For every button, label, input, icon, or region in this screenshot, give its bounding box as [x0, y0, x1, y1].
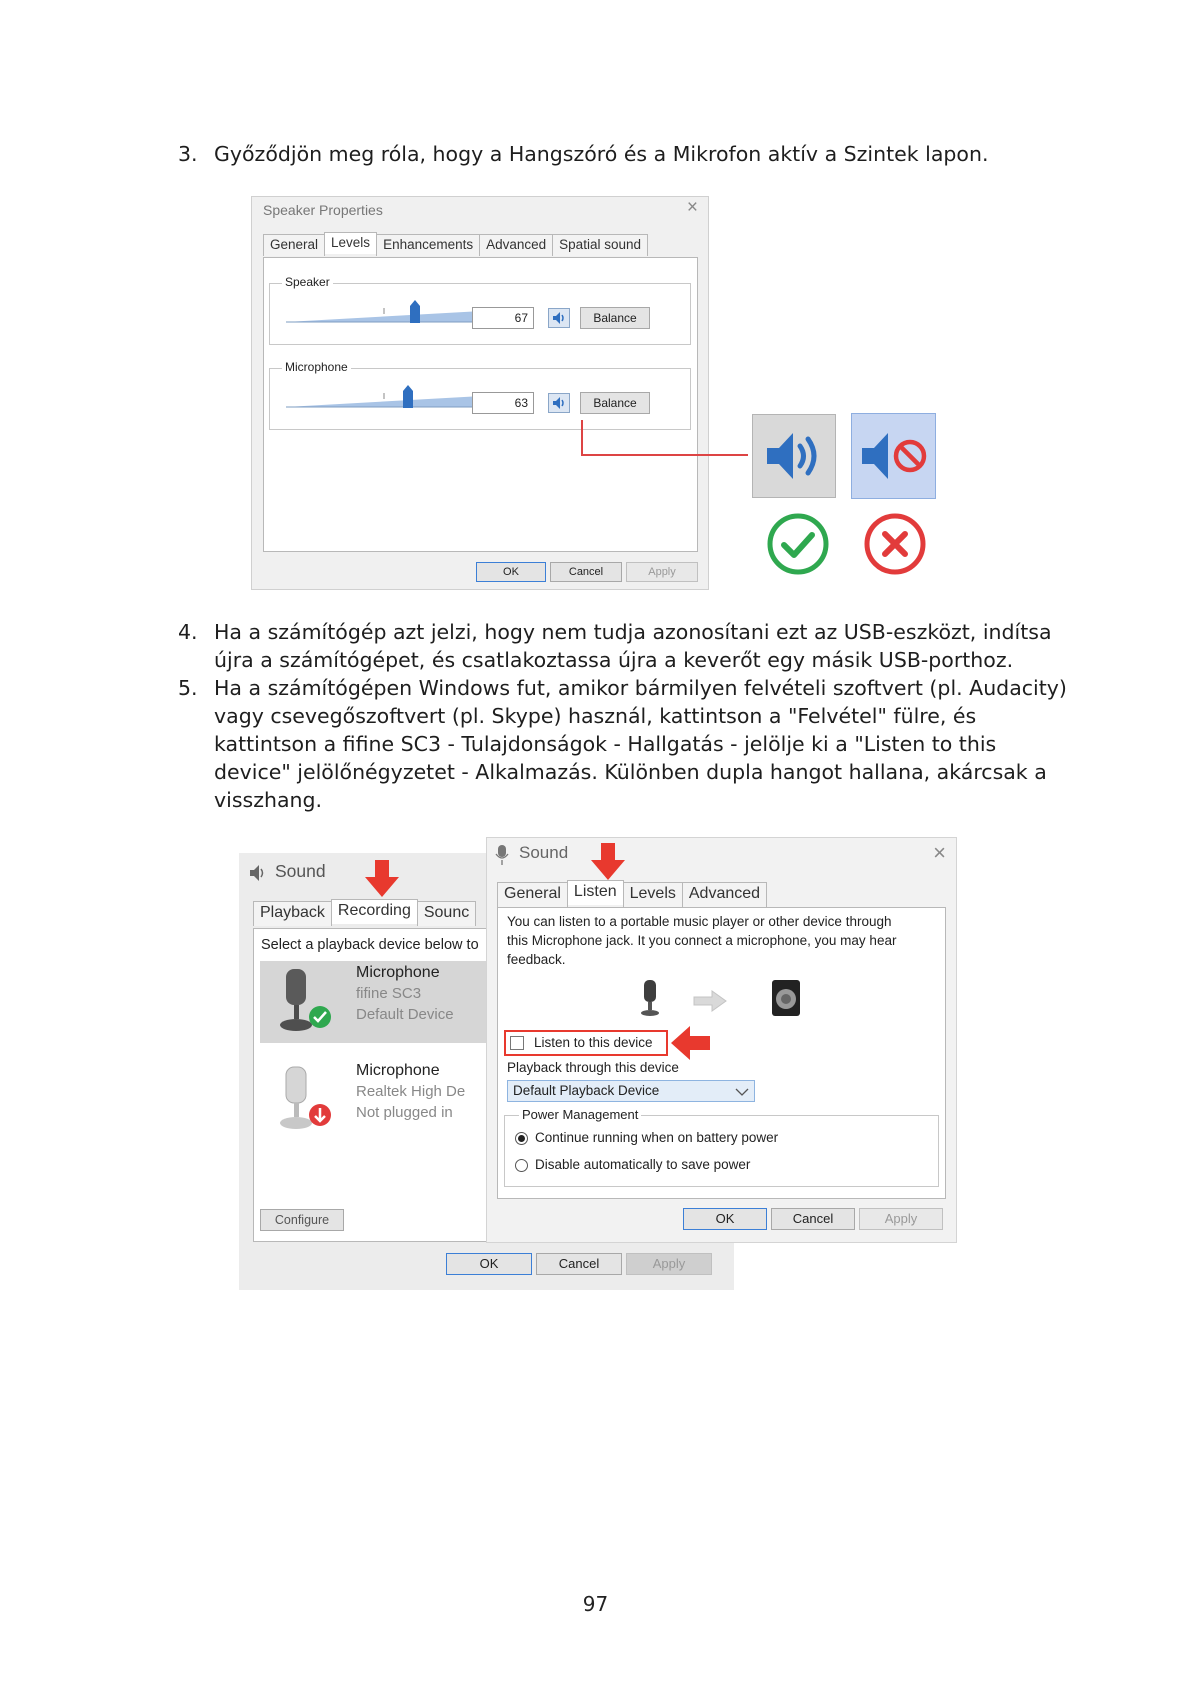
tab-sounds[interactable]: Sounc [417, 901, 476, 926]
step-line: újra a számítógépet, és csatlakoztassa újra a keverőt egy másik USB-porthoz. [214, 648, 1014, 672]
tab-levels[interactable]: Levels [324, 232, 377, 254]
speaker-group [269, 275, 691, 345]
microphone-label: Microphone [282, 360, 351, 374]
power-management-label: Power Management [519, 1107, 641, 1122]
playback-label: Playback through this device [507, 1060, 679, 1075]
device-name: Microphone [356, 1062, 440, 1079]
levels-panel [263, 257, 698, 552]
tab-enhancements[interactable]: Enhancements [376, 234, 480, 256]
speaker-mute-icon[interactable] [548, 308, 570, 328]
step-line: kattintson a fifine SC3 - Tulajdonságok - Hallgatás - jelölje ki a "Listen to this [214, 732, 997, 756]
tab-recording[interactable]: Recording [331, 899, 418, 924]
radio-dot [518, 1135, 525, 1142]
ok-button[interactable]: OK [446, 1253, 532, 1275]
microphone-icon [276, 1065, 336, 1133]
sound-dialog-front [486, 837, 957, 1243]
tab-bar [253, 901, 475, 926]
cancel-button[interactable]: Cancel [536, 1253, 622, 1275]
instruction-text: Select a playback device below to [261, 937, 479, 953]
device-name: Microphone [356, 964, 440, 981]
speaker-muted-icon [851, 413, 936, 499]
callout-line [580, 420, 750, 460]
radio-continue-running[interactable] [515, 1132, 528, 1145]
step-line: Ha a számítógépen Windows fut, amikor bármilyen felvételi szoftvert (pl. Audacity) [214, 676, 1067, 700]
playback-device-select[interactable] [507, 1080, 755, 1102]
configure-button[interactable]: Configure [260, 1209, 344, 1231]
slider-track-icon [286, 385, 482, 411]
speaker-value[interactable]: 67 [472, 307, 534, 329]
microphone-small-icon [495, 844, 509, 866]
cancel-button[interactable]: Cancel [550, 562, 622, 582]
speaker-balance-button[interactable]: Balance [580, 307, 650, 329]
apply-button[interactable]: Apply [859, 1208, 943, 1230]
chevron-down-icon [735, 1087, 749, 1097]
description-line: You can listen to a portable music player or other device through [507, 914, 892, 929]
device-item[interactable] [260, 1059, 490, 1141]
tab-levels[interactable]: Levels [623, 882, 683, 907]
apply-button[interactable]: Apply [626, 1253, 712, 1275]
radio-label[interactable]: Continue running when on battery power [535, 1130, 779, 1145]
ok-button[interactable]: OK [476, 562, 546, 582]
step-number: 4. [178, 620, 198, 644]
tab-playback[interactable]: Playback [253, 901, 332, 926]
microphone-icon [276, 967, 336, 1035]
tab-general[interactable]: General [497, 882, 568, 907]
device-sub: fifine SC3 [356, 985, 422, 1002]
x-circle-icon [863, 512, 927, 576]
tab-spatial-sound[interactable]: Spatial sound [552, 234, 648, 256]
close-icon[interactable]: × [933, 840, 946, 865]
tab-listen[interactable]: Listen [567, 880, 624, 905]
playback-device-value: Default Playback Device [513, 1083, 660, 1098]
listen-checkbox[interactable] [510, 1036, 524, 1050]
close-icon[interactable]: × [686, 197, 698, 218]
device-status: Default Device [356, 1006, 454, 1023]
step-line: vagy csevegőszoftvert (pl. Skype) használ, kattintson a "Felvétel" fülre, és [214, 704, 977, 728]
check-circle-icon [766, 512, 830, 576]
description-line: this Microphone jack. It you connect a microphone, you may hear [507, 933, 897, 948]
step-line: Ha a számítógép azt jelzi, hogy nem tudja azonosítani ezt az USB-eszközt, indítsa [214, 620, 1052, 644]
step-3 [178, 140, 989, 168]
red-arrow-down-icon [364, 860, 400, 898]
microphone-balance-button[interactable]: Balance [580, 392, 650, 414]
speaker-slider[interactable] [286, 304, 482, 320]
step-text: Győződjön meg róla, hogy a Hangszóró és a Mikrofon aktív a Szintek lapon. [214, 142, 989, 166]
description-line: feedback. [507, 952, 566, 967]
devices-panel [253, 928, 495, 1242]
tab-advanced[interactable]: Advanced [479, 234, 553, 256]
radio-disable-automatically[interactable] [515, 1159, 528, 1172]
tab-general[interactable]: General [263, 234, 325, 256]
speaker-unmuted-icon [752, 414, 836, 498]
power-management-group [504, 1107, 939, 1187]
device-sub: Realtek High De [356, 1083, 466, 1100]
speaker-label: Speaker [282, 275, 333, 289]
device-status: Not plugged in [356, 1104, 453, 1121]
listen-panel [497, 907, 946, 1199]
microphone-mute-icon[interactable] [548, 393, 570, 413]
page-number: 97 [582, 1592, 609, 1616]
slider-thumb-icon[interactable] [402, 385, 414, 409]
red-arrow-left-icon [671, 1026, 711, 1060]
sound-front-title: Sound [519, 843, 569, 862]
tab-bar [497, 882, 766, 907]
apply-button[interactable]: Apply [626, 562, 698, 582]
sound-back-title: Sound [275, 861, 326, 881]
step-line: visszhang. [214, 788, 323, 812]
microphone-slider[interactable] [286, 389, 482, 405]
ok-button[interactable]: OK [683, 1208, 767, 1230]
step-line: device" jelölőnégyzetet - Alkalmazás. Különben dupla hangot hallana, akárcsak a [214, 760, 1047, 784]
speaker-device-icon [770, 978, 804, 1020]
radio-label[interactable]: Disable automatically to save power [535, 1157, 751, 1172]
microphone-value[interactable]: 63 [472, 392, 534, 414]
step-4 [178, 618, 1052, 674]
step-5 [178, 674, 1067, 814]
microphone-device-icon [638, 978, 662, 1018]
dialog-title: Speaker Properties [263, 202, 383, 218]
tab-advanced[interactable]: Advanced [682, 882, 767, 907]
slider-track-icon [286, 300, 482, 326]
tab-bar [263, 234, 647, 256]
slider-thumb-icon[interactable] [409, 300, 421, 324]
cancel-button[interactable]: Cancel [771, 1208, 855, 1230]
arrow-right-icon [692, 990, 728, 1012]
sound-icon [247, 863, 269, 883]
listen-checkbox-label[interactable]: Listen to this device [534, 1035, 653, 1050]
red-arrow-down-icon [590, 843, 626, 881]
speaker-properties-dialog [251, 196, 709, 590]
step-number: 3. [178, 142, 198, 166]
step-number: 5. [178, 676, 198, 700]
device-item[interactable] [260, 961, 490, 1043]
